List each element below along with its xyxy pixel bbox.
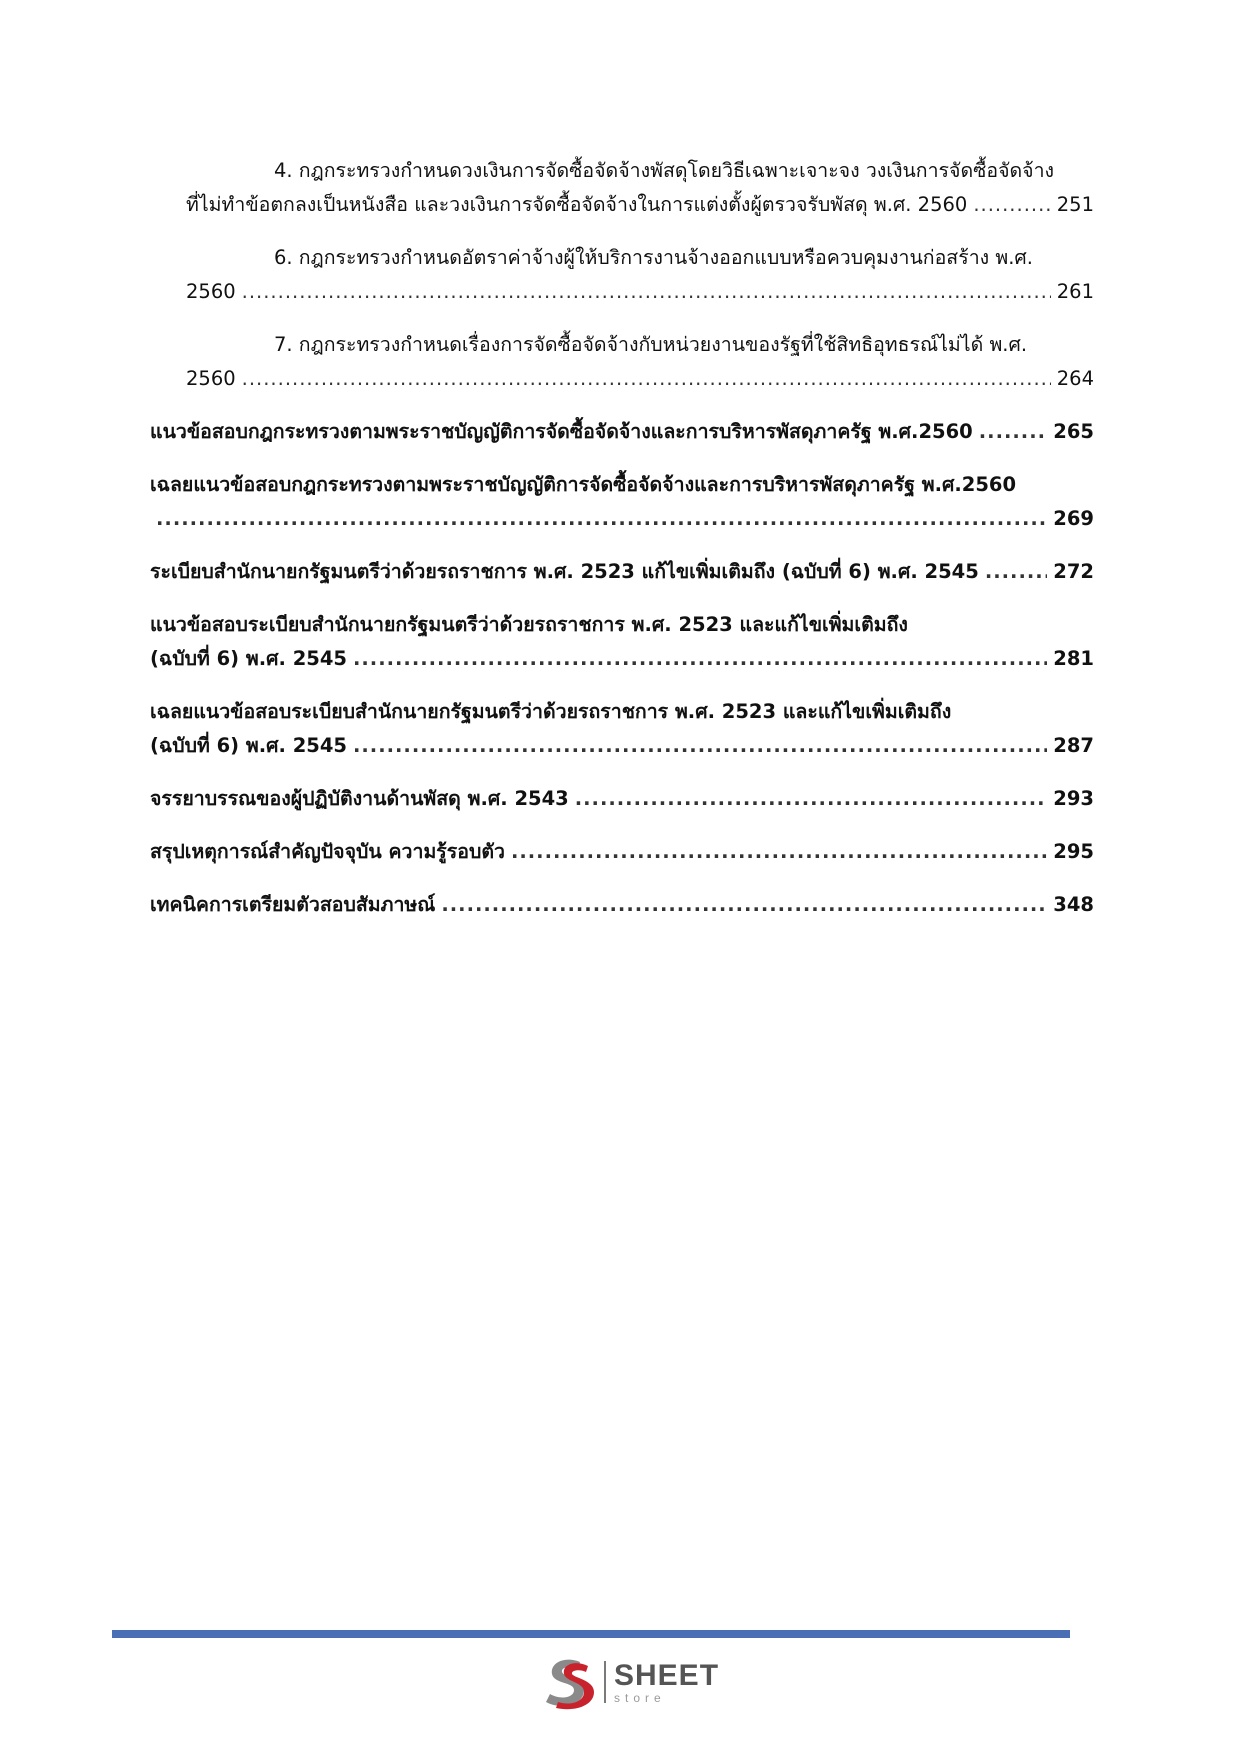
sheet-store-s-logo-icon (540, 1654, 598, 1710)
toc-page-number: 265 (1053, 420, 1094, 443)
toc-page-number: 281 (1053, 647, 1094, 670)
dot-leader (242, 275, 1051, 309)
toc-page-number: 348 (1053, 893, 1094, 916)
toc-page-number: 251 (1056, 193, 1094, 216)
toc-entry[interactable] (150, 241, 1094, 309)
toc-page-number: 295 (1053, 840, 1094, 863)
toc-entry-title-line2: (ฉบับที่ 6) พ.ศ. 2545 (150, 647, 347, 670)
logo-separator (604, 1661, 606, 1703)
dot-leader (973, 188, 1050, 222)
footer-rule (112, 1630, 1070, 1638)
toc-entry[interactable] (150, 695, 1094, 763)
dot-leader (441, 888, 1047, 922)
toc-entry[interactable] (150, 328, 1094, 396)
dot-leader (979, 415, 1048, 449)
dot-leader (353, 729, 1047, 763)
dot-leader (511, 835, 1047, 869)
dot-leader (575, 782, 1048, 816)
toc-entry-title-line1: เฉลยแนวข้อสอบระเบียบสำนักนายกรัฐมนตรีว่าด้วยรถราชการ พ.ศ. 2523 และแก้ไขเพิ่มเติมถึง (150, 700, 952, 723)
toc-entry-title: เทคนิคการเตรียมตัวสอบสัมภาษณ์ (150, 893, 436, 916)
toc-entry[interactable] (150, 555, 1094, 589)
logo-word: SHEET (614, 1658, 720, 1692)
toc-page-number: 269 (1053, 507, 1094, 530)
dot-leader (985, 555, 1047, 589)
toc-entry-title-line2: 2560 (186, 280, 236, 303)
toc-entry-title-line1: แนวข้อสอบระเบียบสำนักนายกรัฐมนตรีว่าด้วยรถราชการ พ.ศ. 2523 และแก้ไขเพิ่มเติมถึง (150, 613, 908, 636)
toc-entry-title-line1: 6. กฎกระทรวงกำหนดอัตราค่าจ้างผู้ให้บริการงานจ้างออกแบบหรือควบคุมงานก่อสร้าง พ.ศ. (274, 246, 1033, 269)
toc-entry[interactable] (150, 835, 1094, 869)
toc-page-number: 272 (1053, 560, 1094, 583)
toc-entry[interactable] (150, 608, 1094, 676)
toc-entry-title: ระเบียบสำนักนายกรัฐมนตรีว่าด้วยรถราชการ พ.ศ. 2523 แก้ไขเพิ่มเติมถึง (ฉบับที่ 6) พ.ศ. 2545 (150, 560, 979, 583)
toc-entry-title: แนวข้อสอบกฎกระทรวงตามพระราชบัญญัติการจัดซื้อจัดจ้างและการบริหารพัสดุภาครัฐ พ.ศ.2560 (150, 420, 973, 443)
toc-entry[interactable] (150, 782, 1094, 816)
toc-entry-title: สรุปเหตุการณ์สำคัญปัจจุบัน ความรู้รอบตัว (150, 840, 505, 863)
toc-page-number: 293 (1053, 787, 1094, 810)
toc-entry-title: จรรยาบรรณของผู้ปฏิบัติงานด้านพัสดุ พ.ศ. 2543 (150, 787, 569, 810)
toc-page-number: 287 (1053, 734, 1094, 757)
dot-leader (353, 642, 1047, 676)
table-of-contents (150, 154, 1094, 941)
toc-entry[interactable] (150, 888, 1094, 922)
toc-entry[interactable] (150, 415, 1094, 449)
toc-page-number: 264 (1056, 367, 1094, 390)
toc-entry-title-line1: 4. กฎกระทรวงกำหนดวงเงินการจัดซื้อจัดจ้างพัสดุโดยวิธีเฉพาะเจาะจง วงเงินการจัดซื้อจัดจ้าง (274, 159, 1055, 182)
toc-entry-title-line1: เฉลยแนวข้อสอบกฎกระทรวงตามพระราชบัญญัติการจัดซื้อจัดจ้างและการบริหารพัสดุภาครัฐ พ.ศ.2560 (150, 473, 1017, 496)
dot-leader (242, 362, 1051, 396)
toc-entry[interactable] (150, 468, 1094, 536)
toc-entry-title-line2: 2560 (186, 367, 236, 390)
toc-entry-title-line2: (ฉบับที่ 6) พ.ศ. 2545 (150, 734, 347, 757)
dot-leader (156, 502, 1047, 536)
logo-wordmark (614, 1658, 720, 1705)
toc-entry[interactable] (150, 154, 1094, 222)
footer-logo (540, 1654, 719, 1710)
toc-page-number: 261 (1056, 280, 1094, 303)
logo-subword: store (614, 1690, 666, 1705)
toc-entry-title-line2: ที่ไม่ทำข้อตกลงเป็นหนังสือ และวงเงินการจัดซื้อจัดจ้างในการแต่งตั้งผู้ตรวจรับพัสดุ พ.ศ. 2560 (186, 193, 968, 216)
toc-entry-title-line1: 7. กฎกระทรวงกำหนดเรื่องการจัดซื้อจัดจ้างกับหน่วยงานของรัฐที่ใช้สิทธิอุทธรณ์ไม่ได้ พ.ศ. (274, 333, 1028, 356)
